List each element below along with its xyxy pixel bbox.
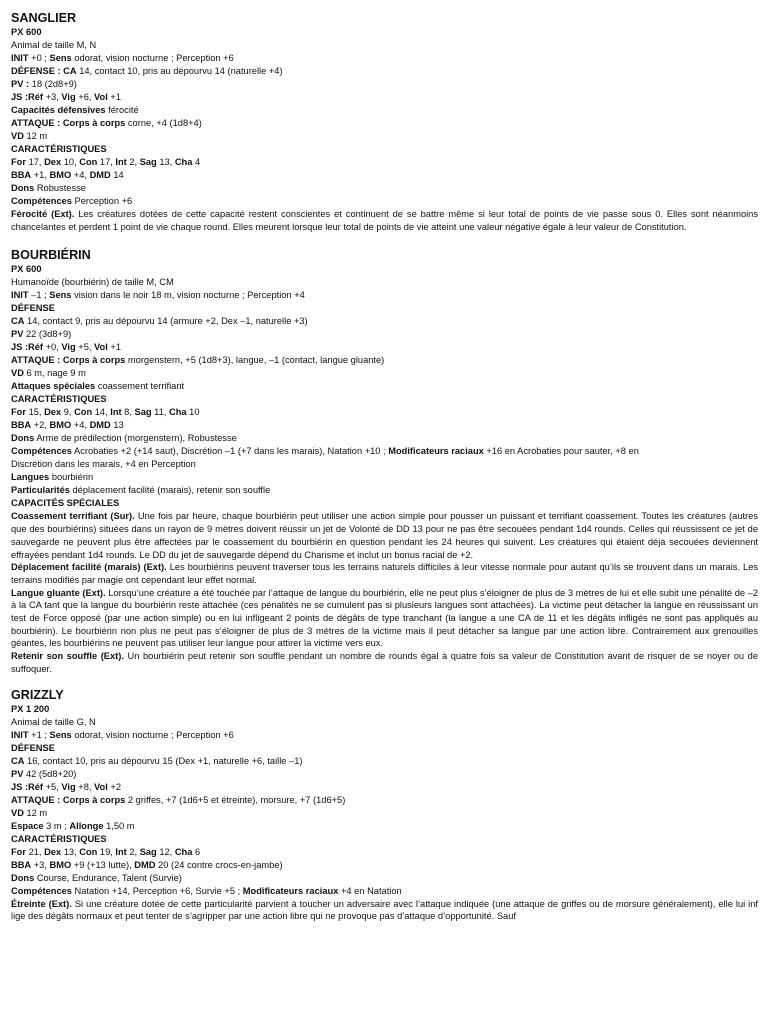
xp-line: [11, 26, 758, 39]
wis-value: 12,: [156, 846, 175, 857]
racial-modifiers-value: +16 en Acrobaties pour sauter, +8 en: [483, 446, 639, 457]
attack-value: 2 griffes, +7 (1d6+5 et étreinte), morsure, +7 (1d6+5): [125, 794, 346, 805]
cmb-label: BMO: [49, 170, 72, 180]
senses-label: Sens: [49, 290, 72, 301]
cmb-label: BMO: [49, 420, 72, 431]
ac-line: [11, 315, 758, 328]
section-title: SANGLIER: [11, 11, 77, 25]
ac-value: 16, contact 10, pris au dépourvu 15 (Dex +1, naturelle +6, taille –1): [24, 755, 303, 766]
saves-line: [11, 341, 758, 354]
ability-text: Les bourbiérins peuvent traverser tous les terrains naturels difficiles à leur vitesse normale pour autant qu’ils se trouvent dans un marais. Les terrains modifiés par magie ont cependant leur effet normal.: [11, 562, 759, 585]
attack-value: morgenstern, +5 (1d8+3), langue, –1 (contact, langue gluante): [125, 355, 385, 366]
init-value: –1 ;: [28, 290, 50, 301]
dex-label: Dex: [44, 846, 62, 857]
characteristics-label: CARACTÉRISTIQUES: [11, 144, 107, 154]
saves-will-value: +1: [107, 342, 122, 353]
senses-value: vision dans le noir 18 m, vision nocturne ; Perception +4: [71, 290, 305, 301]
space-reach-line: [11, 820, 758, 833]
ability-sticky-tongue: [11, 587, 758, 651]
ability-label: Férocité (Ext).: [11, 209, 75, 219]
int-label: Int: [115, 157, 127, 167]
cmd-value: 14: [110, 170, 124, 180]
hp-value: 42 (5d8+20): [23, 768, 77, 779]
skills-label: Compétences: [11, 885, 72, 896]
cha-label: Cha: [174, 846, 193, 857]
con-value: 14,: [92, 407, 111, 418]
feats-value: Arme de prédilection (morgenstern), Robustesse: [34, 433, 237, 444]
ac-label: CA: [11, 755, 25, 766]
init-line: [11, 289, 758, 302]
defense-line: [11, 65, 758, 78]
xp-value: PX 1 200: [11, 703, 50, 714]
skills-label: Compétences: [11, 446, 72, 457]
reach-label: Allonge: [69, 820, 104, 831]
hp-line: [11, 768, 758, 781]
saves-ref-label: JS :Réf: [11, 92, 44, 102]
attack-label: ATTAQUE : Corps à corps: [11, 118, 126, 128]
speed-label: VD: [11, 131, 24, 141]
int-value: 2,: [126, 846, 140, 857]
wis-label: Sag: [139, 846, 157, 857]
ability-ferocity: [11, 208, 758, 233]
abilities-line: [11, 406, 758, 419]
xp-value: PX 600: [11, 27, 42, 37]
ability-label: Étreinte (Ext).: [11, 898, 72, 909]
special-qualities-value: déplacement facilité (marais), retenir son souffle: [69, 485, 271, 496]
attack-line: [11, 117, 758, 130]
speed-value: 6 m, nage 9 m: [23, 368, 86, 379]
type-line: Humanoïde (bourbiérin) de taille M, CM: [11, 277, 174, 288]
saves-will-label: Vol: [94, 342, 108, 353]
init-value: +0 ;: [28, 53, 50, 63]
section-gap: [11, 233, 758, 247]
xp-line: [11, 703, 758, 716]
saves-line: [11, 781, 758, 794]
characteristics-heading: [11, 143, 758, 156]
hp-label: PV: [11, 768, 24, 779]
str-value: 17,: [25, 157, 45, 167]
saves-ref-value: +0,: [43, 342, 62, 353]
skills-value: Natation +14, Perception +6, Survie +5 ;: [71, 885, 243, 896]
con-label: Con: [74, 407, 93, 418]
ac-value: 14, contact 9, pris au dépourvu 14 (armure +2, Dex –1, naturelle +3): [24, 316, 308, 327]
defensive-abilities-label: Capacités défensives: [11, 105, 106, 115]
ability-label: Coassement terrifiant (Sur).: [11, 511, 135, 522]
bab-label: BBA: [11, 170, 32, 180]
init-label: INIT: [11, 53, 29, 63]
senses-label: Sens: [49, 53, 72, 63]
int-label: Int: [110, 407, 122, 418]
defense-heading: [11, 302, 758, 315]
stat-block-grizzly: [11, 687, 758, 923]
senses-value: odorat, vision nocturne ; Perception +6: [71, 53, 234, 63]
saves-will-label: Vol: [94, 92, 108, 102]
skills-value: Acrobaties +2 (+14 saut), Discrétion –1 (+7 dans les marais), Natation +10 ;: [71, 446, 389, 457]
senses-value: odorat, vision nocturne ; Perception +6: [71, 729, 234, 740]
speed-value: 12 m: [23, 807, 48, 818]
saves-fort-label: Vig: [61, 781, 76, 792]
defense-label: DÉFENSE: [11, 303, 55, 314]
init-line: [11, 729, 758, 742]
saves-will-value: +2: [107, 781, 122, 792]
ability-terrifying-croak: [11, 510, 758, 561]
speed-line: [11, 367, 758, 380]
defense-value: 14, contact 10, pris au dépourvu 14 (naturelle +4): [76, 66, 283, 76]
str-value: 15,: [25, 407, 45, 418]
feats-value: Course, Endurance, Talent (Survie): [34, 872, 182, 883]
str-label: For: [11, 157, 26, 167]
languages-value: bourbiérin: [49, 472, 94, 483]
attack-label: ATTAQUE : Corps à corps: [11, 355, 126, 366]
init-label: INIT: [11, 290, 29, 301]
attack-line: [11, 354, 758, 367]
str-label: For: [11, 846, 26, 857]
feats-value: Robustesse: [34, 183, 86, 193]
skills-line: [11, 885, 758, 898]
special-abilities-heading: [11, 497, 758, 510]
bab-value: +3,: [31, 859, 50, 870]
saves-fort-label: Vig: [61, 342, 76, 353]
cha-value: 4: [192, 157, 201, 167]
feats-label: Dons: [11, 433, 35, 444]
section-gap: [11, 676, 758, 687]
ability-label: Retenir son souffle (Ext).: [11, 651, 124, 662]
wis-value: 13,: [156, 157, 175, 167]
con-value: 17,: [97, 157, 116, 167]
cha-label: Cha: [168, 407, 187, 418]
ability-text: Si une créature dotée de cette particularité parvient à toucher un adversaire avec l’attaque indiquée (une attaque de griffes ou de morsure généralement), elle lui inf lige des dégâts normaux et peut tenter de s’agripper par une action libre qui ne provoque pas d’attaque d’opportunité. Sauf: [11, 898, 758, 922]
ability-label: Langue gluante (Ext).: [11, 587, 106, 598]
xp-line: [11, 263, 758, 276]
special-qualities-label: Particularités: [11, 485, 70, 496]
dex-label: Dex: [44, 157, 62, 167]
wis-label: Sag: [139, 157, 157, 167]
feats-label: Dons: [11, 872, 35, 883]
saves-fort-label: Vig: [61, 92, 76, 102]
hp-line: [11, 78, 758, 91]
defensive-abilities-line: [11, 104, 758, 117]
type-line: Animal de taille M, N: [11, 40, 97, 50]
special-attacks-value: coassement terrifiant: [95, 381, 185, 392]
bab-label: BBA: [11, 420, 32, 431]
defense-heading: [11, 742, 758, 755]
characteristics-label: CARACTÉRISTIQUES: [11, 833, 107, 844]
attack-line: [11, 794, 758, 807]
racial-modifiers-value: +4 en Natation: [338, 885, 402, 896]
dex-value: 13,: [61, 846, 80, 857]
wis-label: Sag: [134, 407, 152, 418]
bab-value: +2,: [31, 420, 50, 431]
ability-hold-breath: [11, 650, 758, 675]
ability-grab: [11, 898, 758, 923]
saves-will-value: +1: [107, 92, 122, 102]
characteristics-heading: [11, 393, 758, 406]
hp-label: PV :: [11, 79, 30, 89]
skills-line-continued: Discrétion dans les marais, +4 en Perception: [11, 459, 196, 470]
cmb-value: +4,: [71, 420, 90, 431]
cmd-value: 13: [110, 420, 124, 431]
saves-ref-label: JS :Réf: [11, 781, 44, 792]
skills-value: Perception +6: [71, 196, 133, 206]
attack-value: corne, +4 (1d8+4): [125, 118, 202, 128]
feats-label: Dons: [11, 183, 35, 193]
section-title: GRIZZLY: [11, 687, 64, 702]
stat-block-bourbierin: [11, 247, 758, 675]
languages-label: Langues: [11, 472, 50, 483]
cha-label: Cha: [174, 157, 193, 167]
special-qualities-line: [11, 484, 758, 497]
saves-will-label: Vol: [94, 781, 108, 792]
xp-value: PX 600: [11, 264, 42, 275]
skills-line: [11, 195, 758, 208]
dex-value: 10,: [61, 157, 80, 167]
ability-text: Les créatures dotées de cette capacité restent conscientes et continuent de se battre même si leur total de points de vie passe sous 0. Elles sont néanmoins chancelantes et perdent 1 point de vie chaque round. Elles meurent lorsque leur total de points de vie atteint une valeur négative égale à leur valeur de Constitution.: [11, 209, 758, 232]
abilities-line: [11, 846, 758, 859]
special-attacks-line: [11, 380, 758, 393]
type-line: Animal de taille G, N: [11, 716, 96, 727]
attack-label: ATTAQUE : Corps à corps: [11, 794, 126, 805]
con-label: Con: [79, 846, 98, 857]
cmd-label: DMD: [89, 170, 111, 180]
cha-value: 10: [186, 407, 200, 418]
feats-line: [11, 872, 758, 885]
con-value: 19,: [97, 846, 116, 857]
speed-line: [11, 130, 758, 143]
defense-label: DÉFENSE: [11, 742, 55, 753]
feats-line: [11, 182, 758, 195]
ability-label: Déplacement facilité (marais) (Ext).: [11, 562, 167, 573]
special-abilities-label: CAPACITÉS SPÉCIALES: [11, 498, 120, 509]
abilities-line: [11, 156, 758, 169]
defense-label: DÉFENSE : CA: [11, 66, 77, 76]
reach-value: 1,50 m: [103, 820, 135, 831]
ability-text: Une fois par heure, chaque bourbiérin peut utiliser une action simple pour pousser un puissant et terrifiant coassement. Toutes les créatures (autres que des bourbiérins) situées dans un rayon de 9 mètres doivent réussir un jet de Volonté de DD 13 pour ne pas être secouées pendant 1d4 rounds. Celles qui réussissent ce jet de sauvegarde ne peuvent plus être affectées par le coassement du bourbiérin en question pendant les 24 heures qui suivent. Les créatures qui étaient déjà secouées deviennent effrayées pendant 1d4 rounds. Le DD du jet de sauvegarde dépend du Charisme et inclut un bonus racial de +2.: [11, 511, 758, 560]
cmd-label: DMD: [89, 420, 111, 431]
init-line: [11, 52, 758, 65]
cmd-value: 20 (24 contre crocs-en-jambe): [155, 859, 283, 870]
saves-fort-value: +8,: [75, 781, 95, 792]
racial-modifiers-label: Modificateurs raciaux: [388, 446, 484, 457]
section-title: BOURBIÉRIN: [11, 248, 91, 263]
ability-text: Un bourbiérin peut retenir son souffle pendant un nombre de rounds égal à quatre fois sa valeur de Constitution avant de risquer de se noyer ou de suffoquer.: [11, 651, 758, 674]
saves-line: [11, 91, 758, 104]
saves-fort-value: +6,: [75, 92, 95, 102]
racial-modifiers-label: Modificateurs raciaux: [242, 885, 339, 896]
feats-line: [11, 432, 758, 445]
characteristics-label: CARACTÉRISTIQUES: [11, 394, 107, 405]
dex-label: Dex: [44, 407, 62, 418]
characteristics-heading: [11, 833, 758, 846]
hp-value: 22 (3d8+9): [23, 329, 72, 340]
int-label: Int: [115, 846, 127, 857]
cmb-label: BMO: [49, 859, 72, 870]
bab-label: BBA: [11, 859, 32, 870]
init-value: +1 ;: [28, 729, 50, 740]
hp-label: PV: [11, 329, 24, 340]
senses-label: Sens: [49, 729, 72, 740]
bab-value: +1,: [31, 170, 50, 180]
hp-value: 18 (2d8+9): [29, 79, 77, 89]
defensive-abilities-value: férocité: [105, 105, 139, 115]
space-label: Espace: [11, 820, 44, 831]
speed-label: VD: [11, 368, 24, 379]
saves-ref-value: +5,: [43, 781, 62, 792]
cha-value: 6: [192, 846, 201, 857]
ac-label: CA: [11, 316, 25, 327]
cmd-label: DMD: [134, 859, 156, 870]
hp-line: [11, 328, 758, 341]
int-value: 2,: [126, 157, 140, 167]
con-label: Con: [79, 157, 98, 167]
ability-text: Lorsqu’une créature a été touchée par l’attaque de langue du bourbiérin, elle ne peut plus s’éloigner de plus de 3 mètres de lui et elle subit une pénalité de –2 à la CA tant que la langue du bourbiérin reste attachée (ces pénalités ne se cumulent pas si plusieurs langues sont attachées). La victime peut détacher la langue en réussissant un test de Force opposé (par une action simple) ou en lui infligeant 2 points de dégâts de type tranchant (la langue a une CA de 11 et les dégâts infligés ne sont pas appliqués au bourbiérin). Le bourbiérin non plus ne peut pas s’éloigner de plus de 3 mètres de la victime mais il peut détacher sa langue par une action libre. Contrairement aux grenouilles géantes, les bourbiérins ne peuvent pas utiliser leur langue pour attirer la victime vers eux.: [11, 587, 758, 649]
saves-fort-value: +5,: [75, 342, 95, 353]
combat-stats-line: [11, 169, 758, 182]
skills-label: Compétences: [11, 196, 72, 206]
special-attacks-label: Attaques spéciales: [11, 381, 96, 392]
cmb-value: +4,: [71, 170, 90, 180]
speed-value: 12 m: [23, 131, 48, 141]
str-label: For: [11, 407, 26, 418]
wis-value: 11,: [151, 407, 169, 418]
saves-ref-label: JS :Réf: [11, 342, 44, 353]
init-label: INIT: [11, 729, 29, 740]
space-value: 3 m ;: [43, 820, 70, 831]
stat-block-sanglier: [11, 10, 758, 233]
cmb-value: +9 (+13 lutte),: [71, 859, 135, 870]
ability-swamp-stride: [11, 561, 758, 586]
speed-label: VD: [11, 807, 24, 818]
int-value: 8,: [121, 407, 135, 418]
combat-stats-line: [11, 419, 758, 432]
combat-stats-line: [11, 859, 758, 872]
ac-line: [11, 755, 758, 768]
str-value: 21,: [25, 846, 45, 857]
languages-line: [11, 471, 758, 484]
speed-line: [11, 807, 758, 820]
skills-line: [11, 445, 758, 458]
saves-ref-value: +3,: [43, 92, 62, 102]
dex-value: 9,: [61, 407, 75, 418]
